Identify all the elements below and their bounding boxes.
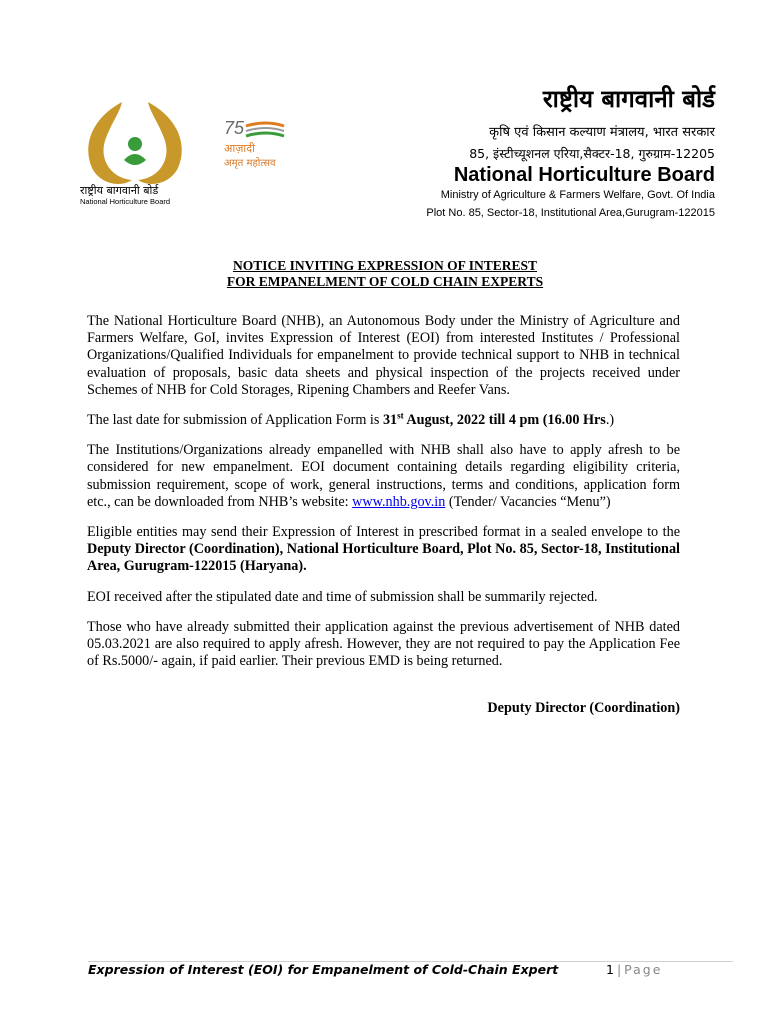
logo-english-text: National Horticulture Board [80, 197, 171, 206]
last-date-suffix: st [397, 410, 404, 421]
last-date-end: .) [605, 412, 615, 429]
submission-text: Eligible entities may send their Expression of Interest in prescribed format in a sealed envelope to the [87, 524, 680, 541]
nhb-logo-icon [80, 100, 190, 188]
last-date-day: 31 [382, 412, 398, 429]
empanelment-text: The Institutions/Organizations already empanelled with NHB shall also have to apply afresh to be considered for new empanelment. EOI document containing details regarding eligibility criteria, submission requirement, scope of work, general instructions, terms and conditions, application form etc., can be downloaded from NHB’s website: [87, 442, 680, 510]
last-date-prefix: The last date for submission of Application Form is [87, 412, 383, 429]
last-date-bold: August, 2022 till 4 pm (16.00 Hrs [403, 412, 606, 429]
hindi-ministry: कृषि एवं किसान कल्याण मंत्रालय, भारत सरकार [489, 125, 715, 140]
azadi-number: 75 [224, 118, 245, 138]
page-label: Page [624, 962, 663, 977]
azadi-amrit-mahotsav-logo-icon [222, 118, 302, 174]
english-org-title: National Horticulture Board [453, 164, 715, 186]
azadi-line1: आज़ादी [224, 142, 255, 155]
submission-address: Deputy Director (Coordination), National Horticulture Board, Plot No. 85, Sector-18, Institutional Area, Gurugram-122015 (Haryana). [87, 541, 680, 575]
hindi-address: 85, इंस्टीच्यूशनल एरिया,सैक्टर-18, गुरुग्राम-12205 [469, 146, 715, 161]
notice-heading-line2: FOR EMPANELMENT OF COLD CHAIN EXPERTS [226, 274, 544, 289]
english-ministry: Ministry of Agriculture & Farmers Welfare, Govt. Of India [440, 189, 715, 201]
page-number [606, 962, 662, 977]
notice-body [87, 313, 680, 731]
hindi-org-title: राष्ट्रीय बागवानी बोर्ड [542, 85, 715, 113]
paragraph-empanelment [87, 442, 680, 511]
paragraph-submission [87, 524, 680, 576]
paragraph-reapply: Those who have already submitted their application against the previous advertisement of NHB dated 05.03.2021 are also required to apply afresh. However, they are not required to pay the Application Fee of Rs.5000/- again, if paid earlier. Their previous EMD is being returned. [87, 618, 680, 670]
empanelment-menu-text: (Tender/ Vacancies “Menu”) [445, 493, 611, 510]
page-separator: | [616, 962, 622, 977]
footer-title: Expression of Interest (EOI) for Empanelment of Cold-Chain Expert [88, 962, 559, 977]
notice-heading [0, 258, 770, 290]
logo-hindi-text: राष्ट्रीय बागवानी बोर्ड [80, 184, 159, 197]
paragraph-rejection: EOI received after the stipulated date and time of submission shall be summarily rejected. [87, 588, 598, 605]
page-number-value: 1 [606, 962, 614, 977]
azadi-line2: अमृत महोत्सव [224, 158, 276, 169]
paragraph-intro: The National Horticulture Board (NHB), an Autonomous Body under the Ministry of Agriculture and Farmers Welfare, GoI, invites Expression of Interest (EOI) from interested Institutes / Professional Organizations/Qualified Individuals for empanelment to provide technical support to NHB in technical evaluation of proposals, basic data sheets and physical inspection of the projects received under Schemes of NHB for Cold Storages, Ripening Chambers and Reefer Vans. [87, 313, 680, 398]
english-address: Plot No. 85, Sector-18, Institutional Area,Gurugram-122015 [426, 207, 715, 219]
nhb-website-link[interactable]: www.nhb.gov.in [352, 493, 446, 510]
notice-heading-line1: NOTICE INVITING EXPRESSION OF INTEREST [232, 258, 538, 273]
paragraph-last-date [87, 412, 680, 429]
signature: Deputy Director (Coordination) [487, 700, 680, 717]
